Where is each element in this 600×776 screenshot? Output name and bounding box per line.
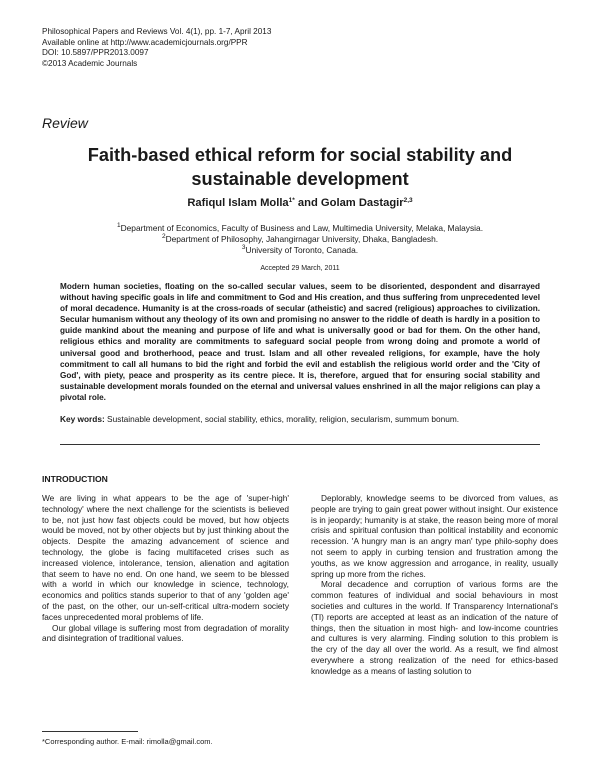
divider <box>60 444 540 445</box>
paragraph: Moral decadence and corruption of various forms are the common features of individual and social behaviours in most societies and cultures in the world. If Transparency International's (TI) reports are accepted at least as an indication of the nature of things, then the situation in most high- and low-income countries and cultures is very alarming. Finding solution to this problem is the cry of the day all over the world. As a result, we find almost everywhere a strong realization of the need for ethics-based knowledge as a means of lasting solution to <box>311 579 558 676</box>
paragraph: Our global village is suffering most from degradation of morality and disintegration of traditional values. <box>42 622 289 644</box>
journal-citation: Philosophical Papers and Reviews Vol. 4(1), pp. 1-7, April 2013 <box>42 27 272 36</box>
affiliation: $^3$University of Toronto, Canada. <box>241 244 359 255</box>
keywords-label: Key words: <box>60 414 105 424</box>
journal-header <box>42 27 271 69</box>
paper-title: Faith-based ethical reform for social stability and sustainable development <box>87 145 513 189</box>
section-label: Review <box>42 115 88 131</box>
author-1-sup: 1* <box>288 197 295 204</box>
section-heading: INTRODUCTION <box>42 474 108 484</box>
abstract: Modern human societies, floating on the so-called secular values, seem to be disoriented, despondent and disarrayed without having specific goals in life and commitment to God and His creation, and thus suffering from unprecedented level of moral decadence. Humanity is at the cross-roads of secular (atheistic) and sacred (religious) approaches to civilization. Secular humanism without any theology of its own and promising no answer to the riddle of death is hardly in a position to guide mankind about the meaning and purpose of life and what is universally good or bad for them. On the other hand, religious ethics and morality are commitments to safeguard social people from wrong doing and promote a world of universal good and brotherhood, peace and trust. Islam and all other revealed religions, for example, have the holy commitment to call all humans to bid the right and forbid the evil and establish the religious world order and the 'City of God', with piety, peace and prosperity as its centre piece. It is, therefore, argued that for ensuring social stability and sustainable development morals founded on the eternal and universal values enshrined in all the major religions can play a pivotal role. <box>60 282 541 402</box>
footnote: *Corresponding author. E-mail: rimolla@gmail.com. <box>42 737 213 746</box>
copyright: ©2013 Academic Journals <box>42 58 138 68</box>
author-and: and <box>294 197 321 209</box>
affiliation: $^1$Department of Economics, Faculty of Business and Law, Multimedia University, Melaka, Malaysia. <box>116 222 484 233</box>
left-column <box>42 493 289 644</box>
affiliations <box>0 223 600 256</box>
paragraph: Deplorably, knowledge seems to be divorced from values, as people are trying to gain great power without insight. Our existence is in jeopardy; humanity is at stake, the reason being more of moral crisis and spiritual confusion than political instability and economic recession. 'A hungry man is an angry man' type philo-sophy does not seem to apply in curbing tension and frustration among the youths, as we know aggression and arrogance, in reality, usually spring up more from the riches. <box>311 493 558 579</box>
doi: DOI: 10.5897/PPR2013.0097 <box>42 48 149 57</box>
author-2: Golam Dastagir <box>320 197 404 209</box>
author-2-sup: 2,3 <box>403 197 413 204</box>
footnote-rule <box>42 731 138 732</box>
keywords <box>60 414 540 425</box>
author-1: Rafiqul Islam Molla <box>187 197 289 209</box>
authors <box>0 197 600 209</box>
right-column <box>311 493 558 677</box>
affiliation: $^2$Department of Philosophy, Jahangirnagar University, Dhaka, Bangladesh. <box>161 233 439 244</box>
paragraph: We are living in what appears to be the age of 'super-high' technology' where the next challenge for the scientists is believed to be, not just how fast objects could be moved, but how objects would be moved, not by other objects but by just thinking about the objects. Despite the amazing advancement of science and technology, the globe is facing multifaceted crises such as increased violence, intolerance, tension, alienation and agitation that seem to have no end. On one hand, we seem to be blessed with a world in which our knowledge in science, technology, economics and politics stands superior to that of any 'golden age' of the past, on the other, our un-self-critical ultra-modern society faces unprecedented moral problems of life. <box>42 493 289 622</box>
keywords-text: Sustainable development, social stability, ethics, morality, religion, secularism, summum bonum. <box>107 414 460 424</box>
online-url: Available online at http://www.academicjournals.org/PPR <box>42 37 248 47</box>
accepted-date: Accepted 29 March, 2011 <box>260 265 340 272</box>
